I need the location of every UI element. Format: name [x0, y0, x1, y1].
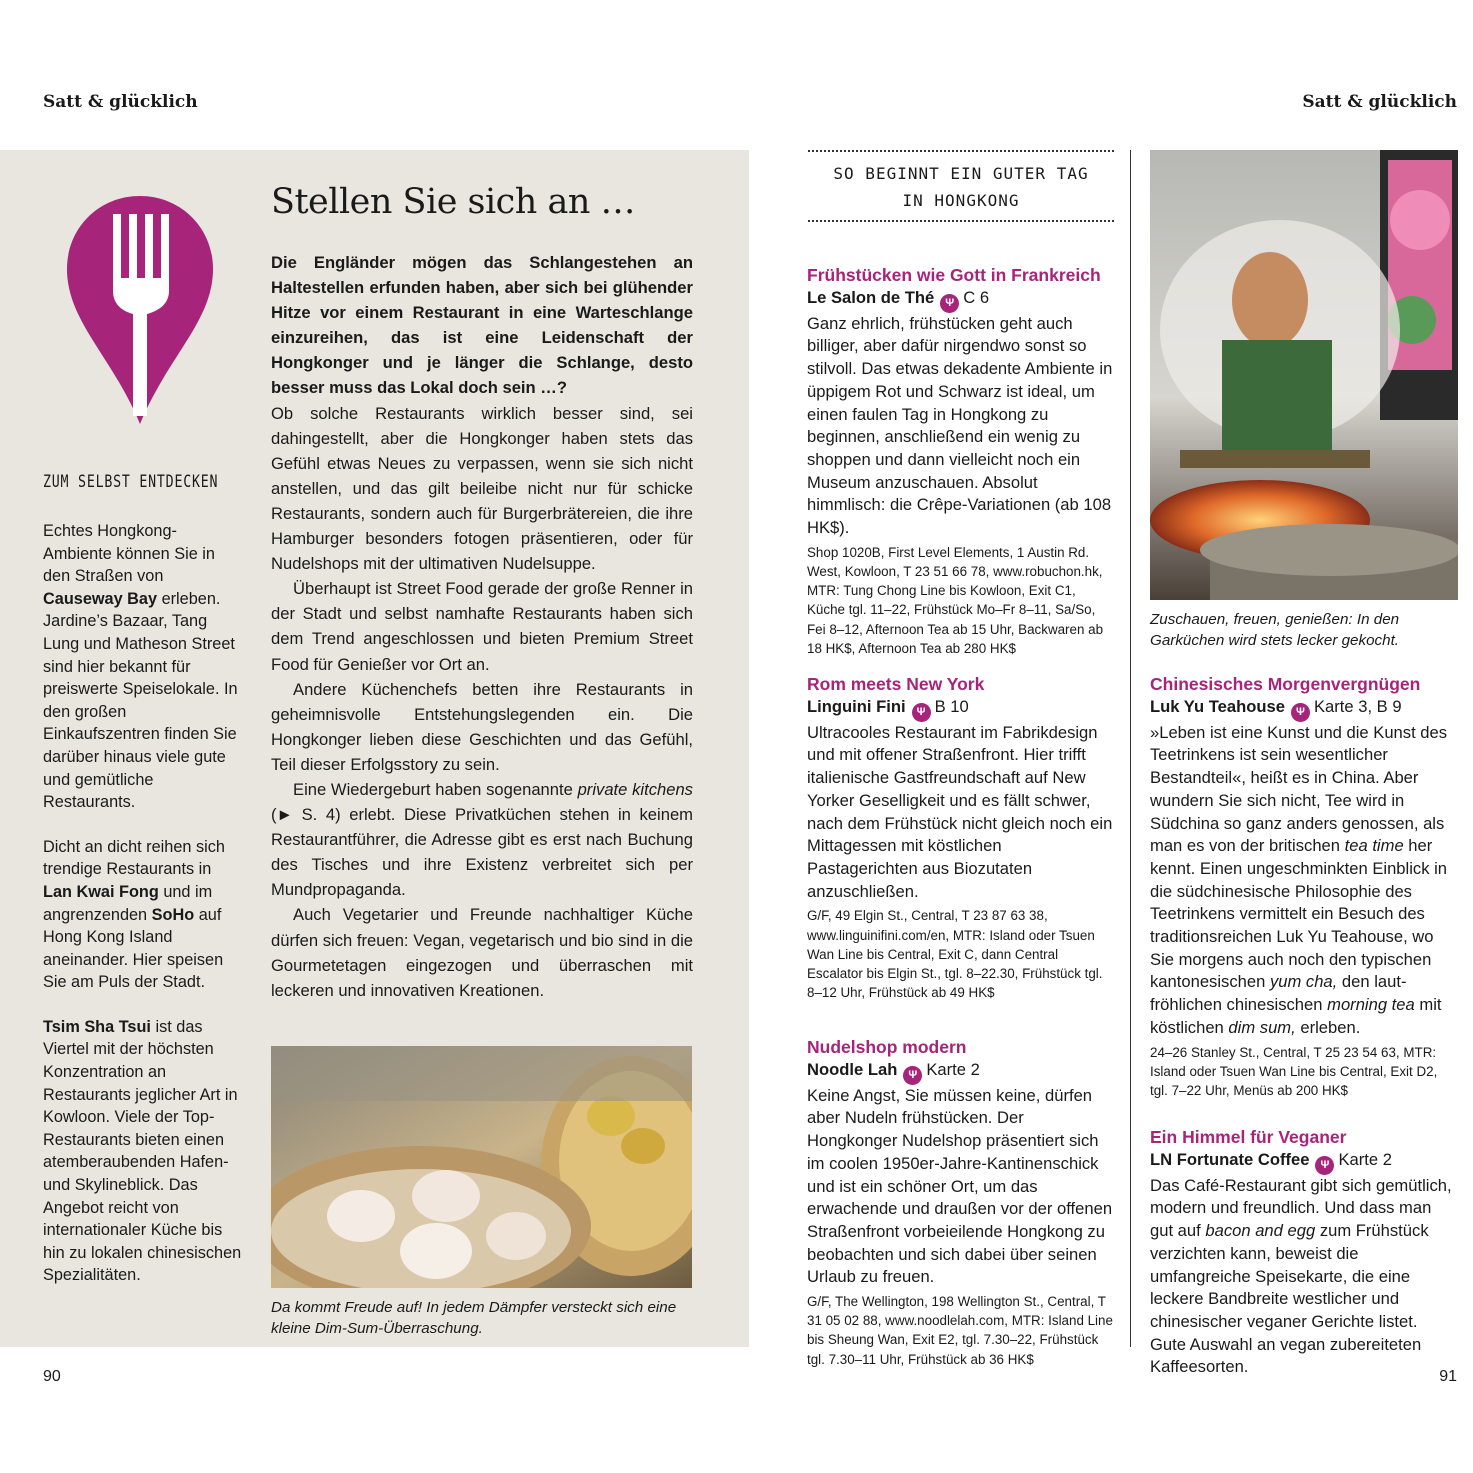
column-rule	[1130, 150, 1131, 1347]
map-ref: B 10	[934, 696, 969, 716]
body-paragraph: Andere Küchenchefs betten ihre Restaurants in geheimnisvolle Entstehungslegenden ein. Die Hongkonger lieben diese Geschichten und das Gefühl, Teil dieser Erfolgsstory zu sein.	[271, 679, 693, 774]
entry-text: Keine Angst, Sie müssen keine, dürfen aber Nudeln frühstücken. Der Hongkonger Nudelshop präsentiert sich im coolen 1950er-Jahre-Kantinenschick und ist ein schöner Ort, um das erwachende und draußen vor der offenen Straßenfront vorbeieilende Hongkong zu beobachten und sich dabei über seinen Urlaub zu freuen.	[807, 1085, 1113, 1287]
text: Das Café-Restaurant gibt sich gemütlich, modern und freundlich. Und dass man gut auf	[1150, 1175, 1452, 1241]
article-title: Stellen Sie sich an …	[271, 182, 635, 222]
restaurant-entry	[807, 673, 1115, 1002]
page-number-left: 90	[43, 1368, 61, 1385]
entry-text	[1150, 722, 1458, 1040]
entry-address: 24–26 Stanley St., Central, T 25 23 54 63, MTR: Island oder Tsuen Wan Line bis Central, Exit D2, tgl. 7–22 Uhr, Menüs ab 200 HK$	[1150, 1044, 1438, 1098]
entry-text	[1150, 1175, 1458, 1379]
map-ref: Karte 3, B 9	[1313, 696, 1402, 716]
text: »Leben ist eine Kunst und die Kunst des Teetrinkens ist sein wesentlicher Bestandteil«, heißt es in China. Aber wundern Sie sich nicht, Tee wird in Südchina so ganz anders genossen, als man es von der britischen	[1150, 722, 1448, 856]
entry-name	[807, 287, 1115, 313]
body-paragraph	[271, 777, 693, 902]
divider	[808, 220, 1114, 222]
restaurant-entry	[1150, 673, 1458, 1100]
fork-icon: Ψ	[903, 1066, 922, 1085]
place-name: Tsim Sha Tsui	[43, 1017, 151, 1036]
place-name: Causeway Bay	[43, 589, 158, 608]
entry-text: Ganz ehrlich, frühstücken geht auch billiger, aber dafür nirgendwo sonst so stilvoll. Das etwas dekadente Ambiente in üppigem Rot und Schwarz ist ideal, um einen faulen Tag in Hongkong zu beginnen, anschließend ein wenig zu shoppen und dann vielleicht noch ein Museum anzuschauen. Absolut himmlisch: die Crêpe-Variationen (ab 108 HK$).	[807, 313, 1113, 538]
sidebar-paragraph	[43, 520, 243, 814]
fork-icon: Ψ	[940, 294, 959, 313]
map-ref: C 6	[963, 287, 990, 307]
text: Echtes Hongkong-Ambiente können Sie in den Straßen von	[43, 522, 215, 586]
text: erleben.	[1300, 1017, 1361, 1037]
entry-address: G/F, 49 Elgin St., Central, T 23 87 63 38, www.linguinifini.com/en, MTR: Island oder Tsuen Wan Line bis Central, Exit C, dann Central Escalator bis Elgin St., tgl. 8–22.30, Frühstück tgl. 8–12 Uhr, Frühstück ab 49 HK$	[807, 908, 1103, 1001]
photo-caption: Zuschauen, freuen, genießen: In den Garküchen wird stets lecker gekocht.	[1150, 611, 1400, 649]
entry-name	[1150, 1149, 1458, 1175]
article-body	[271, 250, 693, 1003]
box-heading-line: SO BEGINNT EIN GUTER TAG	[833, 164, 1089, 183]
divider	[808, 150, 1114, 152]
place-name: SoHo	[151, 905, 195, 924]
emphasis: dim sum,	[1228, 1017, 1296, 1037]
restaurant-name: LN Fortunate Coffee	[1150, 1149, 1310, 1169]
entry-heading: Nudelshop modern	[807, 1037, 967, 1057]
entry-name	[807, 696, 1115, 722]
sidebar-text	[43, 520, 243, 1309]
restaurant-entry	[807, 264, 1115, 658]
map-ref: Karte 2	[926, 1059, 980, 1079]
entry-heading: Frühstücken wie Gott in Frankreich	[807, 265, 1101, 285]
text: (► S. 4) erlebt. Diese Privatküchen stehen in keinem Restaurantführer, die Adresse gibt es erst nach Buchung des Tisches und ihre Existenz verbreitet sich per Mundpropaganda.	[271, 805, 693, 900]
map-ref: Karte 2	[1338, 1149, 1392, 1169]
text: und im angrenzenden	[43, 882, 213, 924]
text: her kennt. Einen ungeschminkten Einblick in die südchinesische Philosophie des Teetrinkens vermittelt ein Besuch des traditionsreichen Luk Yu Teahouse, wo Sie morgens auch noch den typischen kantonesischen	[1150, 836, 1448, 992]
lead-paragraph: Die Engländer mögen das Schlangestehen an Haltestellen erfunden haben, aber sich bei glühender Hitze vor einem Restaurant in eine Warteschlange einzureihen, das ist eine Leidenschaft der Hongkonger und je länger die Schlange, desto besser muss das Lokal doch sein …?	[271, 253, 693, 398]
entry-address: Shop 1020B, First Level Elements, 1 Austin Rd. West, Kowloon, T 23 51 66 78, www.robuchon.hk, MTR: Tung Chong Line bis Kowloon, Exit C1, Küche tgl. 11–22, Frühstück Mo–Fr 8–11, Sa/So, Fei 8–12, Afternoon Tea ab 15 Uhr, Backwaren ab 18 HK$, Afternoon Tea ab 280 HK$	[807, 544, 1104, 656]
entry-text: Ultracooles Restaurant im Fabrikdesign und mit offener Straßenfront. Hier trifft italienische Gastfreundschaft auf New Yorker Geselligkeit und es fällt schwer, nach dem Frühstück nicht gleich noch ein Mittagessen mit köstlichen Pastagerichten aus Biozutaten anzuschließen.	[807, 722, 1113, 901]
restaurant-name: Le Salon de Thé	[807, 287, 935, 307]
body-paragraph: Ob solche Restaurants wirklich besser sind, sei dahingestellt, aber die Hongkonger haben stets das Gefühl etwas Neues zu verpassen, wenn sie sich nicht anstellen, und das gilt beileibe nicht nur für schicke Restaurants, sondern auch für Burgerbrätereien, die ihre Hamburger besonders fotogen präsentieren, oder für Nudelshops mit der ultimativen Nudelsuppe.	[271, 403, 693, 574]
restaurant-name: Linguini Fini	[807, 696, 906, 716]
text: zum Frühstück verzichten kann, beweist die umfangreiche Speisekarte, die eine leckere Bandbreite westlicher und chinesischer veganer Gerichte listet. Gute Auswahl an vegan zubereiteten Kaffeesorten.	[1150, 1221, 1429, 1377]
text: Eine Wiedergeburt haben sogenannte	[293, 779, 573, 799]
text: auf Hong Kong Island aneinander. Hier speisen Sie am Puls der Stadt.	[43, 905, 224, 992]
body-paragraph: Auch Vegetarier und Freunde nachhaltiger Küche dürfen sich freuen: Vegan, vegetarisch und bio sind in die Gourmetetagen eingezogen und überraschen mit leckeren und innovativen Kreationen.	[271, 905, 693, 1000]
fork-icon: Ψ	[1315, 1156, 1334, 1175]
emphasis: morning tea	[1327, 995, 1415, 1015]
emphasis: bacon and egg	[1205, 1221, 1316, 1241]
place-name: Lan Kwai Fong	[43, 882, 159, 901]
running-head-left: Satt & glücklich	[43, 92, 198, 112]
running-head-right: Satt & glücklich	[1302, 92, 1457, 112]
fork-pin-icon	[67, 196, 213, 424]
street-kitchen-photo	[1150, 150, 1458, 600]
text: Dicht an dicht reihen sich trendige Restaurants in	[43, 837, 225, 879]
entry-name	[807, 1059, 1115, 1085]
sidebar-paragraph	[43, 836, 243, 994]
emphasis: tea time	[1344, 836, 1404, 856]
text: erleben. Jardine’s Bazaar, Tang Lung und Matheson Street sind hier bekannt für preiswerte Speiselokale. In den großen Einkaufszentren finden Sie darüber hinaus viele gute und gemütliche Restaurants.	[43, 589, 238, 812]
sidebar-heading: ZUM SELBST ENTDECKEN	[43, 472, 219, 492]
entry-heading: Rom meets New York	[807, 674, 985, 694]
fork-icon: Ψ	[912, 703, 931, 722]
text: ist das Viertel mit der höchsten Konzentration an Restaurants jeglicher Art in Kowloon. Viele der Top-Restaurants bieten einen atemberaubenden Hafen- und Skylineblick. Das Angebot reicht von internationaler Küche bis hin zu lokalen chinesischen Spezialitäten.	[43, 1017, 242, 1285]
dim-sum-photo	[271, 1046, 692, 1288]
box-heading	[808, 160, 1114, 214]
restaurant-entry	[1150, 1126, 1458, 1379]
page-number-right: 91	[1439, 1368, 1457, 1385]
text: den laut-fröhlichen chinesischen	[1150, 972, 1407, 1015]
emphasis: private kitchens	[577, 779, 693, 799]
restaurant-entry	[807, 1036, 1115, 1369]
entry-address: G/F, The Wellington, 198 Wellington St., Central, T 31 05 02 88, www.noodlelah.com, MTR: Island Line bis Sheung Wan, Exit E2, tgl. 7.30–22, Frühstück tgl. 7.30–11 Uhr, Frühstück ab 36 HK$	[807, 1294, 1113, 1367]
text: mit köstlichen	[1150, 995, 1442, 1037]
fork-icon: Ψ	[1291, 703, 1310, 722]
entry-heading: Ein Himmel für Veganer	[1150, 1127, 1347, 1147]
sidebar-paragraph	[43, 1016, 243, 1287]
photo-caption: Da kommt Freude auf! In jedem Dämpfer versteckt sich eine kleine Dim-Sum-Überraschung.	[271, 1299, 677, 1337]
body-paragraph: Überhaupt ist Street Food gerade der große Renner in der Stadt und selbst namhafte Restaurants haben sich dem Trend angeschlossen und bieten Premium Street Food für Genießer vor Ort an.	[271, 579, 693, 674]
box-heading-line: IN HONGKONG	[902, 191, 1020, 210]
entry-heading: Chinesisches Morgenvergnügen	[1150, 674, 1421, 694]
restaurant-name: Luk Yu Teahouse	[1150, 696, 1285, 716]
restaurant-name: Noodle Lah	[807, 1059, 898, 1079]
emphasis: yum cha,	[1269, 972, 1338, 992]
entry-name	[1150, 696, 1458, 722]
